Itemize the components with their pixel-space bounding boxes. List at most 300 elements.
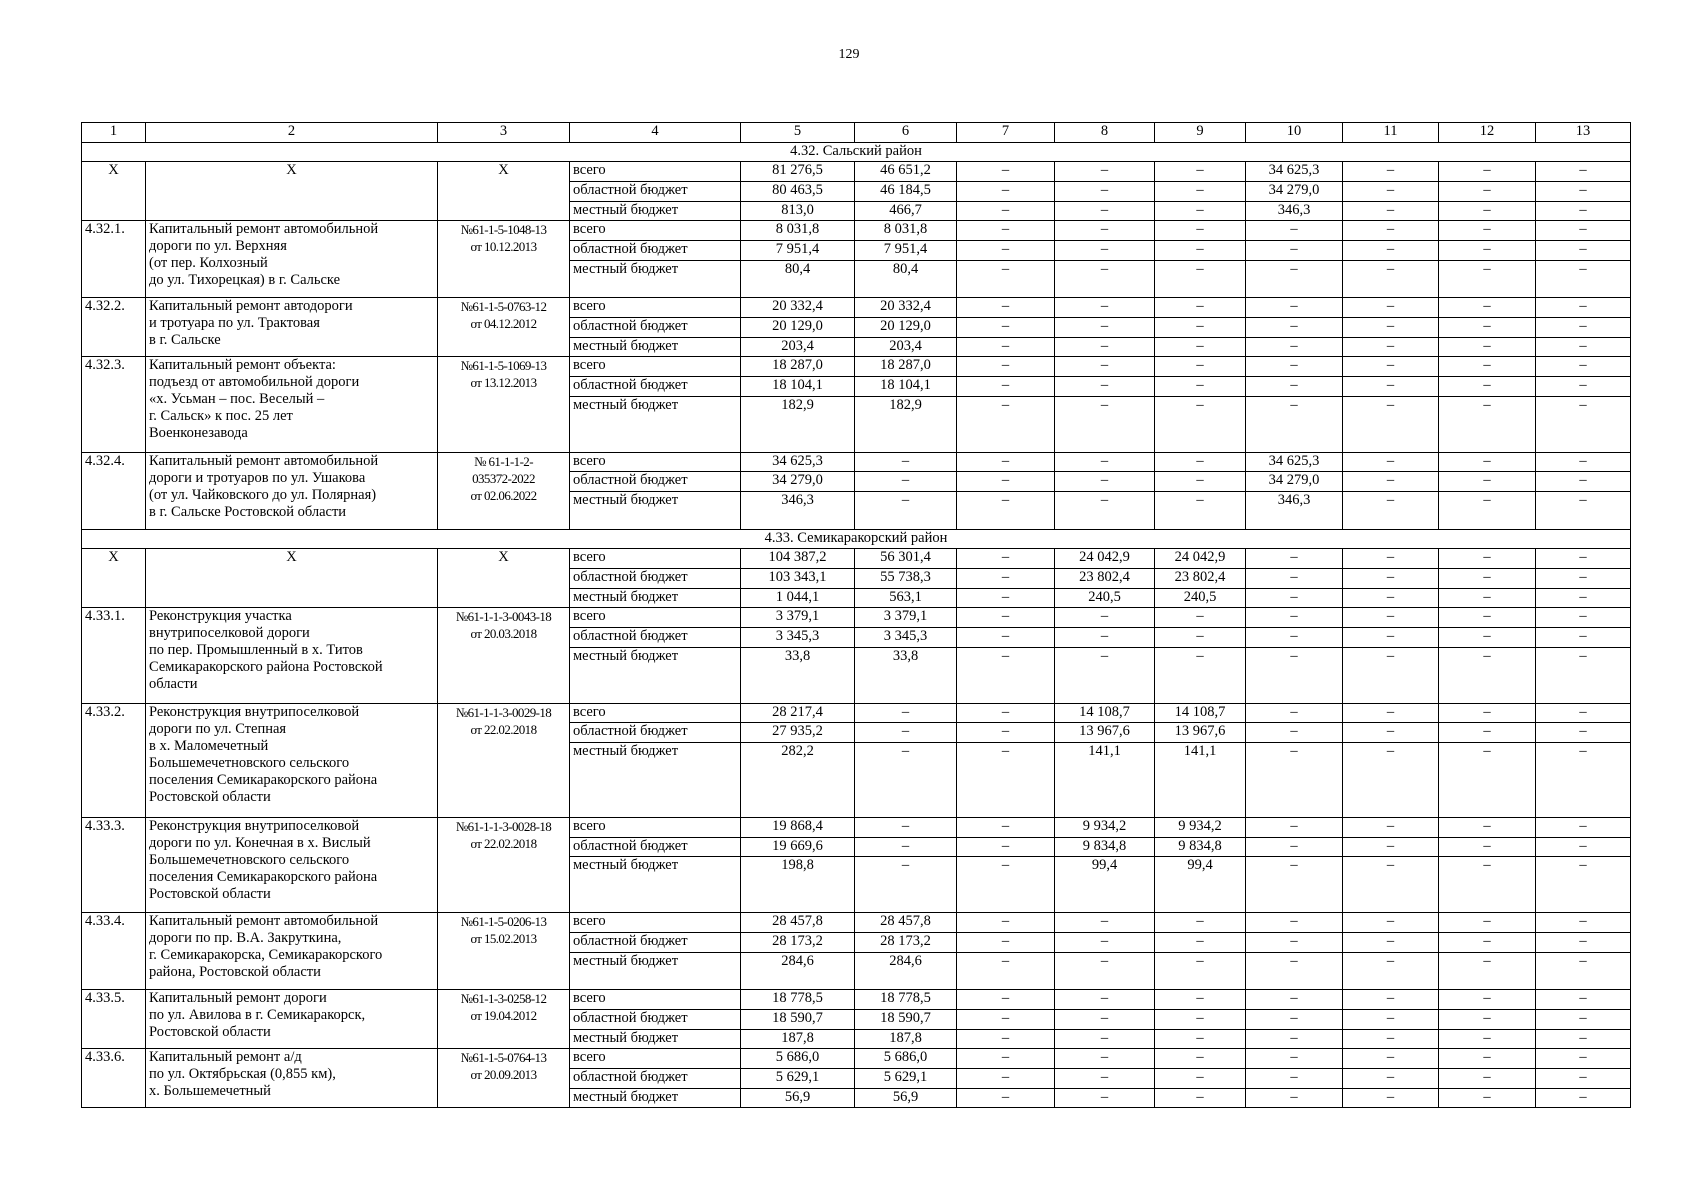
project-document — [438, 608, 570, 703]
cell-line: Капитальный ремонт дороги — [149, 990, 327, 1007]
amount-cell: – — [1343, 1049, 1439, 1069]
amount-cell: – — [1536, 221, 1631, 241]
amount-cell: – — [1439, 1009, 1536, 1029]
item-name — [146, 452, 438, 529]
amount-cell: – — [1343, 298, 1439, 318]
amount-cell: – — [1055, 472, 1155, 492]
amount-cell: – — [1343, 608, 1439, 628]
amount-cell: – — [1439, 260, 1536, 297]
table-row — [82, 608, 1631, 628]
project-document — [438, 913, 570, 990]
amount-cell: – — [1155, 647, 1246, 703]
item-number: 4.33.3. — [82, 817, 146, 912]
amount-cell: – — [1439, 647, 1536, 703]
funding-source: областной бюджет — [570, 317, 741, 337]
item-name — [146, 817, 438, 912]
cell-line: Большемечетновского сельского — [149, 754, 350, 771]
amount-cell: – — [1536, 1049, 1631, 1069]
amount-cell: – — [1155, 298, 1246, 318]
amount-cell: – — [1343, 1009, 1439, 1029]
funding-source: областной бюджет — [570, 1009, 741, 1029]
table-row — [82, 549, 1631, 569]
amount-cell: – — [1246, 1009, 1343, 1029]
amount-cell: – — [1246, 1049, 1343, 1069]
cell-line: (от пер. Колхозный — [149, 255, 268, 272]
column-header: 9 — [1155, 123, 1246, 143]
amount-cell: – — [1246, 990, 1343, 1010]
amount-cell: – — [1246, 857, 1343, 913]
section-row — [82, 529, 1631, 549]
amount-cell: – — [1439, 933, 1536, 953]
amount-cell: – — [1246, 396, 1343, 452]
amount-cell: – — [1155, 1009, 1246, 1029]
amount-cell: – — [957, 1088, 1055, 1108]
funding-source: всего — [570, 1049, 741, 1069]
amount-cell: – — [1439, 568, 1536, 588]
cell-line: в г. Сальске Ростовской области — [149, 503, 347, 520]
amount-cell: – — [1155, 162, 1246, 182]
amount-cell: – — [957, 317, 1055, 337]
amount-cell: 28 173,2 — [855, 933, 957, 953]
amount-cell: – — [1155, 241, 1246, 261]
amount-cell: 13 967,6 — [1155, 723, 1246, 743]
cell-line: от 20.09.2013 — [470, 1067, 537, 1083]
funding-source: всего — [570, 452, 741, 472]
table-row — [82, 817, 1631, 837]
amount-cell: – — [1343, 647, 1439, 703]
amount-cell: 18 287,0 — [855, 357, 957, 377]
amount-cell: 19 868,4 — [741, 817, 855, 837]
funding-source: областной бюджет — [570, 1068, 741, 1088]
amount-cell: – — [1155, 933, 1246, 953]
amount-cell: 5 629,1 — [855, 1068, 957, 1088]
table-row — [82, 703, 1631, 723]
section-title: 4.32. Сальский район — [82, 142, 1631, 162]
amount-cell: – — [1439, 396, 1536, 452]
amount-cell: – — [957, 1068, 1055, 1088]
cell-line: №61-1-3-0258-12 — [460, 991, 547, 1007]
item-number: 4.33.4. — [82, 913, 146, 990]
amount-cell: 203,4 — [741, 337, 855, 357]
cell-line: в х. Маломечетный — [149, 737, 269, 754]
column-header: 7 — [957, 123, 1055, 143]
amount-cell: – — [1246, 337, 1343, 357]
cell-line: № 61-1-1-2- — [474, 453, 533, 469]
funding-source: местный бюджет — [570, 492, 741, 529]
amount-cell: – — [1536, 703, 1631, 723]
cell-line: области — [149, 676, 198, 693]
amount-cell: – — [957, 162, 1055, 182]
funding-source: местный бюджет — [570, 588, 741, 608]
amount-cell: – — [1439, 201, 1536, 221]
cell-line: в г. Сальске — [149, 332, 221, 349]
amount-cell: – — [957, 1029, 1055, 1049]
item-number: 4.32.3. — [82, 357, 146, 452]
cell-line: от 15.02.2013 — [470, 931, 537, 947]
amount-cell: – — [1536, 472, 1631, 492]
amount-cell: 187,8 — [855, 1029, 957, 1049]
amount-cell: – — [1055, 952, 1155, 989]
amount-cell: – — [957, 990, 1055, 1010]
funding-source: всего — [570, 221, 741, 241]
amount-cell: – — [1343, 221, 1439, 241]
amount-cell: – — [1343, 933, 1439, 953]
amount-cell: 182,9 — [855, 396, 957, 452]
amount-cell: – — [1439, 817, 1536, 837]
amount-cell: – — [1055, 1049, 1155, 1069]
amount-cell: 3 379,1 — [741, 608, 855, 628]
funding-source: местный бюджет — [570, 260, 741, 297]
amount-cell: – — [1246, 933, 1343, 953]
funding-source: местный бюджет — [570, 201, 741, 221]
amount-cell: – — [1343, 743, 1439, 818]
funding-source: областной бюджет — [570, 568, 741, 588]
cell-line: Реконструкция участка — [149, 608, 292, 625]
table-row — [82, 162, 1631, 182]
cell-line: дороги по ул. Конечная в х. Вислый — [149, 834, 371, 851]
amount-cell: – — [1055, 260, 1155, 297]
amount-cell: – — [1536, 298, 1631, 318]
amount-cell: – — [957, 703, 1055, 723]
cell-line: №61-1-5-0206-13 — [460, 914, 547, 930]
column-header: 2 — [146, 123, 438, 143]
amount-cell: 28 217,4 — [741, 703, 855, 723]
column-header: 11 — [1343, 123, 1439, 143]
amount-cell: – — [855, 857, 957, 913]
amount-cell: – — [1439, 1068, 1536, 1088]
column-header: 13 — [1536, 123, 1631, 143]
amount-cell: – — [957, 1009, 1055, 1029]
amount-cell: – — [1536, 1088, 1631, 1108]
amount-cell: – — [957, 201, 1055, 221]
cell-line: «х. Усьман – пос. Веселый – — [149, 391, 325, 408]
total-marker: Х — [146, 162, 438, 221]
cell-line: г. Сальск» к пос. 25 лет — [149, 408, 293, 425]
amount-cell: – — [1246, 298, 1343, 318]
cell-line: Военконезавода — [149, 425, 248, 442]
amount-cell: – — [1343, 817, 1439, 837]
amount-cell: 56,9 — [741, 1088, 855, 1108]
project-document — [438, 703, 570, 817]
amount-cell: – — [1055, 1029, 1155, 1049]
amount-cell: – — [957, 817, 1055, 837]
amount-cell: 9 934,2 — [1155, 817, 1246, 837]
amount-cell: – — [1155, 1068, 1246, 1088]
amount-cell: – — [1155, 1049, 1246, 1069]
amount-cell: 141,1 — [1155, 743, 1246, 818]
amount-cell: – — [1343, 317, 1439, 337]
amount-cell: – — [1055, 317, 1155, 337]
amount-cell: 18 104,1 — [741, 376, 855, 396]
item-number: 4.32.2. — [82, 298, 146, 357]
amount-cell: – — [1246, 627, 1343, 647]
funding-source: областной бюджет — [570, 933, 741, 953]
amount-cell: – — [1055, 396, 1155, 452]
amount-cell: 20 129,0 — [741, 317, 855, 337]
cell-line: от 20.03.2018 — [470, 626, 537, 642]
amount-cell: – — [855, 743, 957, 818]
cell-line: дороги по пр. В.А. Закруткина, — [149, 930, 342, 947]
amount-cell: – — [957, 492, 1055, 529]
amount-cell: – — [957, 952, 1055, 989]
amount-cell: – — [1246, 376, 1343, 396]
cell-line: (от ул. Чайковского до ул. Полярная) — [149, 486, 377, 503]
project-document — [438, 817, 570, 912]
amount-cell: 3 345,3 — [855, 627, 957, 647]
amount-cell: – — [1246, 817, 1343, 837]
cell-line: от 22.02.2018 — [470, 835, 537, 851]
amount-cell: 28 457,8 — [855, 913, 957, 933]
amount-cell: – — [1246, 1088, 1343, 1108]
amount-cell: – — [1246, 837, 1343, 857]
amount-cell: – — [1155, 1029, 1246, 1049]
cell-line: поселения Семикаракорского района — [149, 771, 378, 788]
table-row — [82, 357, 1631, 377]
amount-cell: – — [957, 182, 1055, 202]
amount-cell: – — [1536, 588, 1631, 608]
amount-cell: – — [1439, 608, 1536, 628]
amount-cell: 282,2 — [741, 743, 855, 818]
amount-cell: 46 651,2 — [855, 162, 957, 182]
amount-cell: – — [957, 647, 1055, 703]
amount-cell: – — [1343, 568, 1439, 588]
amount-cell: 56,9 — [855, 1088, 957, 1108]
amount-cell: – — [1246, 357, 1343, 377]
cell-line: от 10.12.2013 — [470, 239, 537, 255]
amount-cell: – — [855, 837, 957, 857]
amount-cell: – — [957, 298, 1055, 318]
amount-cell: – — [1439, 221, 1536, 241]
amount-cell: 34 279,0 — [1246, 182, 1343, 202]
amount-cell: – — [1536, 201, 1631, 221]
amount-cell: – — [957, 933, 1055, 953]
page-number: 129 — [838, 47, 860, 62]
amount-cell: – — [1536, 1068, 1631, 1088]
amount-cell: – — [1439, 627, 1536, 647]
table-row — [82, 452, 1631, 472]
project-document — [438, 221, 570, 298]
amount-cell: – — [957, 357, 1055, 377]
funding-source: всего — [570, 549, 741, 569]
amount-cell: – — [1155, 221, 1246, 241]
amount-cell: – — [1055, 647, 1155, 703]
amount-cell: – — [1343, 182, 1439, 202]
amount-cell: – — [957, 241, 1055, 261]
amount-cell: – — [1536, 260, 1631, 297]
amount-cell: – — [957, 743, 1055, 818]
item-name — [146, 608, 438, 703]
amount-cell: – — [1246, 260, 1343, 297]
cell-line: Капитальный ремонт автомобильной — [149, 452, 379, 469]
amount-cell: – — [1246, 913, 1343, 933]
cell-line: Ростовской области — [149, 1024, 271, 1041]
amount-cell: – — [1155, 608, 1246, 628]
amount-cell: – — [1536, 376, 1631, 396]
amount-cell: – — [1155, 472, 1246, 492]
amount-cell: – — [1155, 492, 1246, 529]
amount-cell: – — [1343, 627, 1439, 647]
amount-cell: – — [957, 913, 1055, 933]
amount-cell: – — [957, 857, 1055, 913]
amount-cell: – — [1343, 952, 1439, 989]
amount-cell: – — [1536, 162, 1631, 182]
amount-cell: – — [1246, 743, 1343, 818]
amount-cell: – — [1439, 298, 1536, 318]
funding-source: всего — [570, 162, 741, 182]
amount-cell: – — [1439, 952, 1536, 989]
amount-cell: – — [1343, 990, 1439, 1010]
cell-line: Капитальный ремонт автомобильной — [149, 913, 379, 930]
amount-cell: – — [1343, 723, 1439, 743]
cell-line: от 04.12.2012 — [470, 316, 537, 332]
amount-cell: – — [1536, 568, 1631, 588]
funding-source: местный бюджет — [570, 1029, 741, 1049]
amount-cell: – — [1343, 1068, 1439, 1088]
amount-cell: – — [855, 723, 957, 743]
amount-cell: – — [1536, 647, 1631, 703]
amount-cell: – — [1246, 703, 1343, 723]
column-header: 5 — [741, 123, 855, 143]
amount-cell: – — [1343, 913, 1439, 933]
amount-cell: 9 834,8 — [1155, 837, 1246, 857]
amount-cell: – — [1055, 627, 1155, 647]
amount-cell: 203,4 — [855, 337, 957, 357]
amount-cell: 34 625,3 — [1246, 452, 1343, 472]
cell-line: Капитальный ремонт автодороги — [149, 298, 353, 315]
amount-cell: – — [957, 472, 1055, 492]
amount-cell: – — [1343, 162, 1439, 182]
amount-cell: – — [1343, 1029, 1439, 1049]
cell-line: №61-1-5-1069-13 — [460, 358, 547, 374]
amount-cell: 34 279,0 — [1246, 472, 1343, 492]
amount-cell: – — [1536, 913, 1631, 933]
table-row — [82, 1049, 1631, 1069]
amount-cell: – — [1155, 396, 1246, 452]
cell-line: Капитальный ремонт объекта: — [149, 357, 336, 374]
header-row — [82, 123, 1631, 143]
amount-cell: – — [1246, 1029, 1343, 1049]
amount-cell: – — [1536, 549, 1631, 569]
amount-cell: – — [1155, 357, 1246, 377]
funding-source: всего — [570, 817, 741, 837]
amount-cell: 34 625,3 — [741, 452, 855, 472]
amount-cell: 33,8 — [741, 647, 855, 703]
amount-cell: – — [1343, 260, 1439, 297]
amount-cell: 5 629,1 — [741, 1068, 855, 1088]
amount-cell: 466,7 — [855, 201, 957, 221]
amount-cell: – — [1439, 723, 1536, 743]
item-number: 4.33.1. — [82, 608, 146, 703]
amount-cell: 99,4 — [1055, 857, 1155, 913]
amount-cell: – — [1536, 857, 1631, 913]
amount-cell: – — [1439, 162, 1536, 182]
amount-cell: 346,3 — [1246, 201, 1343, 221]
amount-cell: – — [957, 337, 1055, 357]
amount-cell: – — [1055, 337, 1155, 357]
cell-line: Ростовской области — [149, 885, 271, 902]
amount-cell: – — [957, 568, 1055, 588]
amount-cell: – — [1055, 492, 1155, 529]
funding-source: всего — [570, 357, 741, 377]
cell-line: поселения Семикаракорского района — [149, 868, 378, 885]
amount-cell: – — [1055, 1068, 1155, 1088]
amount-cell: 346,3 — [1246, 492, 1343, 529]
amount-cell: – — [1155, 1088, 1246, 1108]
amount-cell: – — [957, 396, 1055, 452]
amount-cell: 3 345,3 — [741, 627, 855, 647]
amount-cell: 1 044,1 — [741, 588, 855, 608]
cell-line: Ростовской области — [149, 788, 271, 805]
amount-cell: – — [1439, 182, 1536, 202]
amount-cell: 56 301,4 — [855, 549, 957, 569]
amount-cell: – — [1155, 913, 1246, 933]
funding-source: областной бюджет — [570, 241, 741, 261]
amount-cell: – — [1536, 357, 1631, 377]
amount-cell: – — [957, 452, 1055, 472]
amount-cell: – — [957, 376, 1055, 396]
amount-cell: – — [1439, 1088, 1536, 1108]
amount-cell: – — [1536, 452, 1631, 472]
amount-cell: – — [1439, 588, 1536, 608]
amount-cell: 28 173,2 — [741, 933, 855, 953]
amount-cell: – — [1343, 703, 1439, 723]
cell-line: по пер. Промышленный в х. Титов — [149, 642, 363, 659]
cell-line: Капитальный ремонт а/д — [149, 1049, 302, 1066]
cell-line: 035372-2022 — [472, 470, 535, 486]
amount-cell: – — [1155, 452, 1246, 472]
cell-line: подъезд от автомобильной дороги — [149, 374, 360, 391]
item-name — [146, 357, 438, 452]
cell-line: №61-1-5-1048-13 — [460, 222, 547, 238]
amount-cell: – — [1246, 608, 1343, 628]
amount-cell: – — [1536, 1029, 1631, 1049]
amount-cell: 9 834,8 — [1055, 837, 1155, 857]
cell-line: района, Ростовской области — [149, 964, 321, 981]
amount-cell: – — [1536, 241, 1631, 261]
amount-cell: – — [1343, 201, 1439, 221]
amount-cell: 20 129,0 — [855, 317, 957, 337]
amount-cell: – — [855, 452, 957, 472]
cell-line: №61-1-1-3-0029-18 — [455, 704, 552, 720]
amount-cell: – — [855, 492, 957, 529]
amount-cell: – — [1343, 492, 1439, 529]
amount-cell: – — [957, 837, 1055, 857]
amount-cell: – — [1246, 568, 1343, 588]
amount-cell: – — [1439, 549, 1536, 569]
amount-cell: 5 686,0 — [741, 1049, 855, 1069]
amount-cell: 9 934,2 — [1055, 817, 1155, 837]
amount-cell: – — [1055, 1088, 1155, 1108]
cell-line: №61-1-5-0764-13 — [460, 1050, 547, 1066]
amount-cell: 99,4 — [1155, 857, 1246, 913]
column-header: 10 — [1246, 123, 1343, 143]
amount-cell: – — [1246, 241, 1343, 261]
amount-cell: 80,4 — [741, 260, 855, 297]
amount-cell: – — [1536, 952, 1631, 989]
amount-cell: – — [1536, 317, 1631, 337]
amount-cell: – — [1055, 357, 1155, 377]
cell-line: от 13.12.2013 — [470, 375, 537, 391]
amount-cell: – — [1055, 182, 1155, 202]
cell-line: Капитальный ремонт автомобильной — [149, 221, 379, 238]
amount-cell: 81 276,5 — [741, 162, 855, 182]
amount-cell: – — [1055, 298, 1155, 318]
amount-cell: – — [1155, 201, 1246, 221]
funding-source: всего — [570, 608, 741, 628]
amount-cell: – — [1439, 472, 1536, 492]
amount-cell: – — [957, 260, 1055, 297]
amount-cell: – — [1536, 492, 1631, 529]
